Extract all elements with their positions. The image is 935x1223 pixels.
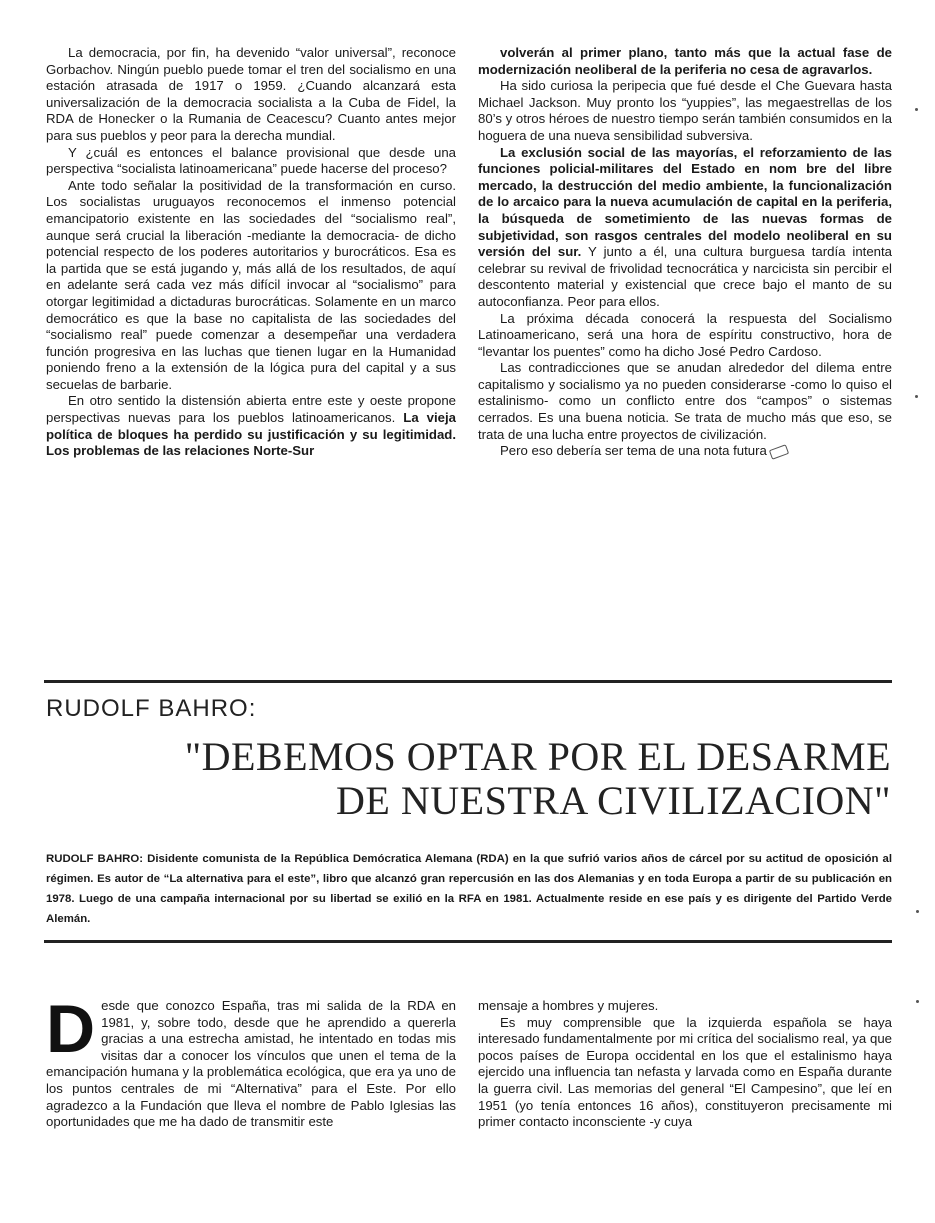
- paragraph: [46, 45, 456, 145]
- top-left-column: [46, 45, 456, 460]
- paragraph: [46, 393, 456, 459]
- article-title-line-1: "DEBEMOS OPTAR POR EL DESARME: [184, 734, 891, 779]
- print-speck: [916, 910, 919, 913]
- intro-divider: [44, 940, 892, 943]
- text-run: La democracia, por fin, ha devenido “valor universal”, reconoce Gorbachov. Ningún pueblo puede tomar el tren del socialismo en una estación atrasada de 1917 o 1959. ¿Cuando alcanzará esta universalización de la democracia socialista a la Cuba de Fidel, la RDA de Honecker o la Rumania de Ceacescu? Cuanto antes mejor para sus pueblos y peor para la derecha mundial.: [46, 45, 456, 143]
- paragraph: [478, 360, 892, 443]
- bottom-left-text: esde que conozco España, tras mi salida de la RDA en 1981, y, sobre todo, desde que he aprendido a quererla gracias a una estrecha amistad, he intentado en todas mis visitas dar a conocer los vínculos que unen el tema de la emancipación humana y la problemática ecológica, que era ya uno de los puntos centrales de mi “Alternativa” para el Este. Por ello agradezco a la Fundación que lleva el nombre de Pablo Iglesias las oportunidades que me ha dado de transmitir este: [46, 998, 456, 1130]
- bold-text-run: volverán al primer plano, tanto más que la actual fase de modernización neoliberal de la periferia no cesa de agravarlos.: [478, 45, 892, 77]
- paragraph: [478, 45, 892, 78]
- print-speck: [916, 1000, 919, 1003]
- top-divider: [44, 680, 892, 683]
- text-run: Las contradicciones que se anudan alrededor del dilema entre capitalismo y socialismo ya no pueden considerarse -como lo quiso el estalinismo- como un conflicto entre dos “campos” o sistemas cerrados. Es una buena noticia. Se trata de mucho más que eso, se trata de una lucha entre proyectos de civilización.: [478, 360, 892, 442]
- print-speck: [915, 395, 918, 398]
- article-title-line-2: DE NUESTRA CIVILIZACION": [336, 778, 891, 823]
- pencil-end-mark-icon: [769, 444, 789, 460]
- top-right-column: [478, 45, 892, 460]
- bottom-right-column: [478, 998, 892, 1131]
- text-run: Ha sido curiosa la peripecia que fué desde el Che Guevara hasta Michael Jackson. Muy pronto los “yuppies”, las megaestrellas de los 80’s y otros héroes de nuestro tiempo serán también consumidos en la hoguera de una nueva sensibilidad subversiva.: [478, 78, 892, 143]
- text-run: Pero eso debería ser tema de una nota futura: [500, 443, 767, 459]
- paragraph: [46, 178, 456, 394]
- text-run: Y junto a él, una cultura burguesa tardía intenta celebrar su revival de frivolidad tecnocrática y narcicista sin percibir el descontento material y existencial que crece bajo el manto de su autoconfianza. Peor para ellos.: [478, 244, 893, 309]
- paragraph: [478, 311, 892, 361]
- text-run: Ante todo señalar la positividad de la transformación en curso. Los socialistas uruguayos reconocemos el inmenso potencial emancipatorio existente en las sociedades del “socialismo real”, aunque será crucial la liberación -mediante la democracia- de dicho potencial respecto de los poderes autoritarios y burocráticos. Esa es la partida que se está jugando y, más allá de los resultados, de aquí en adelante será cada vez más difícil invocar al “socialismo” para otorgar legitimidad a dictaduras burocráticas. Solamente en un marco democrático es que la base no capitalista de las sociedades del “socialismo real” puede comenzar a desempeñar una verdadera función progresiva en las luchas que tienen lugar en la Humanidad poniendo freno a la extensión de la lógica pura del capital y a sus secuelas de barbarie.: [46, 177, 456, 392]
- bottom-left-column: [46, 991, 456, 1131]
- bold-text-run: La vieja política de bloques ha perdido su justificación y su legitimidad. Los problemas de las relaciones Norte-Sur: [46, 410, 457, 459]
- text-run: En otro sentido la distensión abierta entre este y oeste propone perspectivas nuevas para los pueblos latinoamericanos.: [46, 393, 456, 426]
- bold-text-run: La exclusión social de las mayorías, el reforzamiento de las funciones policial-militares del Estado en nom bre del libre mercado, la destrucción del medio ambiente, la funcionalización de lo arcaico para la nueva acumulación de capital en la periferia, la búsqueda de sometimiento de las nuevas formas de subjetividad, son rasgos centrales del modelo neoliberal en su versión del sur.: [478, 144, 892, 260]
- paragraph: [478, 145, 892, 311]
- paragraph: [46, 145, 456, 178]
- paragraph: mensaje a hombres y mujeres.: [478, 998, 659, 1013]
- text-run: Y ¿cuál es entonces el balance provisional que desde una perspectiva “socialista latinoamericana” puede hacerse del proceso?: [46, 144, 456, 177]
- article-byline: RUDOLF BAHRO:: [46, 695, 257, 722]
- paragraph: Es muy comprensible que la izquierda española se haya interesado fundamentalmente por mi crítica del socialismo real, ya que pocos países de Europa occidental en los que el estalinismo haya ejercido una influencia tan nefasta y larvada como en España durante la guerra civil. Las memorias del general “El Campesino”, que leí en 1951 (yo tenía entonces 16 años), constituyeron precisamente mi primer contacto inconsciente -y cuya: [478, 1014, 892, 1130]
- drop-cap: D: [46, 991, 96, 1067]
- paragraph: [478, 78, 892, 144]
- text-run: La próxima década conocerá la respuesta del Socialismo Latinoamericano, será una hora de espíritu constructivo, hora de “levantar los puentes” como ha dicho José Pedro Cardoso.: [478, 310, 892, 359]
- bottom-left-paragraph: [46, 991, 456, 1131]
- article-title: [131, 735, 891, 823]
- author-intro: RUDOLF BAHRO: Disidente comunista de la República Demócratica Alemana (RDA) en la que sufrió varios años de cárcel por su actitud de oposición al régimen. Es autor de “La alternativa para el este”, libro que alcanzó gran repercusión en las dos Alemanias y en toda Europa a partir de su publicación en 1978. Luego de una campaña internacional por su libertad se exilió en la RFA en 1981. Actualmente reside en ese país y es dirigente del Partido Verde Alemán.: [46, 853, 892, 925]
- print-speck: [915, 108, 918, 111]
- paragraph: [478, 443, 892, 460]
